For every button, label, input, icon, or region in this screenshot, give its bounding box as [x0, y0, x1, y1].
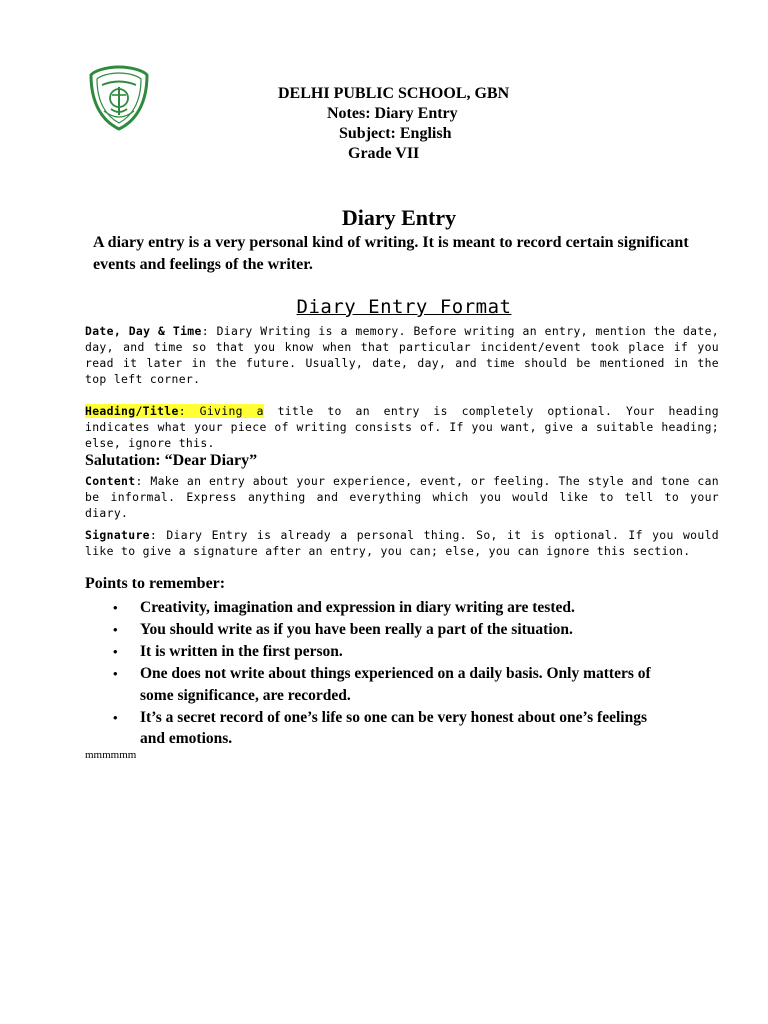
list-item-text: It is written in the first person. [140, 643, 343, 660]
section-term: Content [85, 474, 136, 488]
bullet-icon: • [113, 644, 118, 659]
grade-label: Grade VII [348, 145, 420, 162]
signature-paragraph [85, 527, 719, 559]
intro-paragraph: A diary entry is a very personal kind of writing. It is meant to record certain significant events and feelings of the writer. [93, 234, 689, 273]
list-item-text: Creativity, imagination and expression in diary writing are tested. [140, 599, 575, 616]
section-text: : Diary Writing is a memory. Before writing an entry, mention the date, day, and time so that you know when that particular incident/event took place if you read it later in the future. Usually, date, day, and time should be mentioned in the top left corner. [85, 324, 720, 386]
trailing-text: mmmmmm [85, 749, 137, 761]
school-logo-icon [88, 65, 150, 131]
bullet-icon: • [113, 600, 118, 615]
section-term: Heading/Title [85, 404, 179, 418]
content-paragraph [85, 473, 719, 521]
page-title: Diary Entry [341, 205, 457, 230]
subject-label: Subject: English [339, 125, 452, 142]
list-item [110, 597, 670, 619]
list-item [110, 619, 670, 641]
list-item-text: One does not write about things experienced on a daily basis. Only matters of some significance, are recorded. [140, 665, 651, 704]
salutation-line: Salutation: “Dear Diary” [85, 452, 258, 469]
bullet-icon: • [113, 666, 118, 681]
points-list [110, 597, 670, 750]
section-term: Signature [85, 528, 150, 542]
section-text: : Diary Entry is already a personal thing. So, it is optional. If you would like to give a signature after an entry, you can; else, you can ignore this section. [85, 528, 719, 558]
bullet-icon: • [113, 709, 118, 725]
list-item-text: You should write as if you have been really a part of the situation. [140, 621, 573, 638]
date-day-time-paragraph [85, 323, 719, 387]
format-title: Diary Entry Format [296, 296, 512, 318]
list-item [110, 707, 670, 750]
section-text: title to an entry is completely optional. Your heading indicates what your piece of writing consists of. If you want, give a suitable heading; else, ignore this. [85, 404, 719, 450]
section-text: : Make an entry about your experience, event, or feeling. The style and tone can be informal. Express anything and everything which you would like to tell to your diary. [85, 474, 719, 520]
bullet-icon: • [113, 622, 118, 637]
list-item-text: It’s a secret record of one’s life so one can be very honest about one’s feelings and emotions. [140, 708, 647, 747]
school-name: DELHI PUBLIC SCHOOL, GBN [278, 85, 510, 102]
list-item [110, 641, 670, 663]
points-heading: Points to remember: [85, 575, 226, 592]
section-term: Date, Day & Time [85, 324, 202, 338]
list-item [110, 663, 670, 706]
highlighted-text: : Giving a [178, 404, 264, 418]
heading-title-paragraph [85, 403, 719, 451]
notes-title: Notes: Diary Entry [327, 105, 458, 122]
